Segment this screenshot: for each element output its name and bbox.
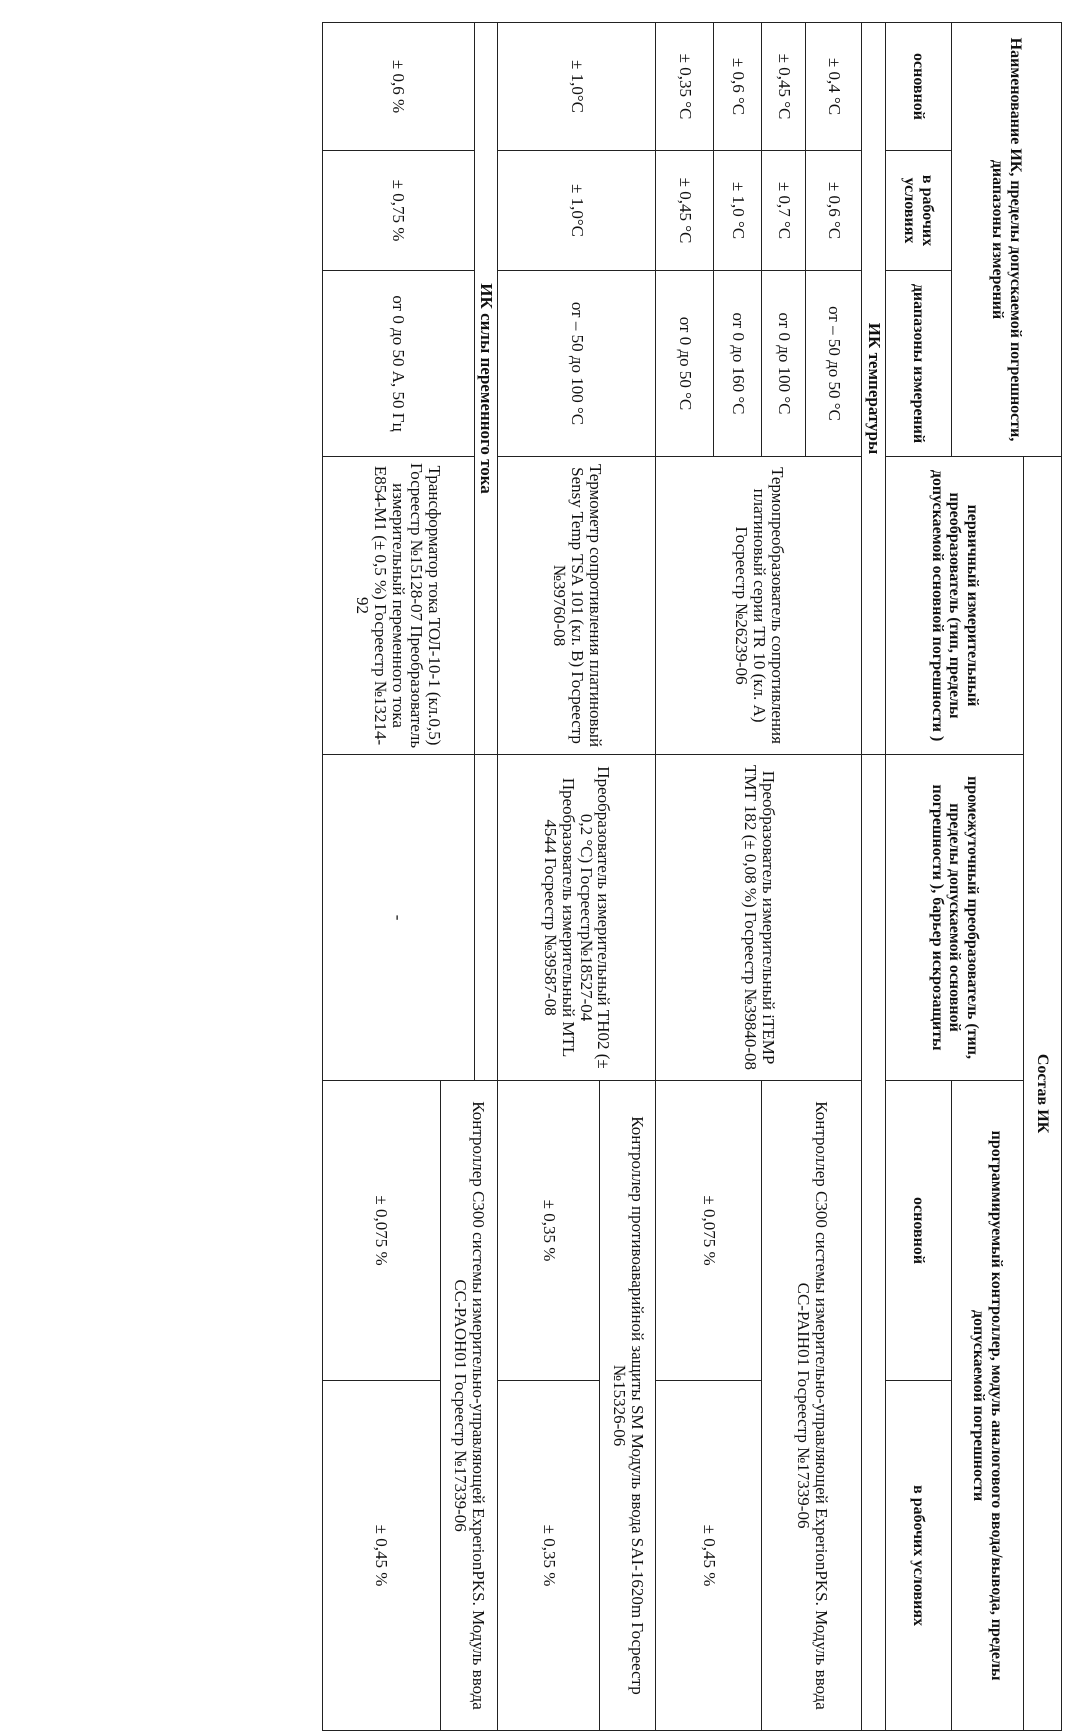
cell-range: от – 50 до 100 °С <box>498 271 656 457</box>
cell-operating: ± 0,75 % <box>322 151 474 271</box>
cell-range: от 0 до 50 °С <box>656 271 714 457</box>
header-ctrl-operating: в рабочих условиях <box>886 1381 952 1731</box>
cell-basic: ± 0,4 °С <box>806 23 862 151</box>
table-row <box>806 23 862 1731</box>
cell-primary: Термопреобразователь сопротивления платиновый серии TR 10 (кл. А) Госреестр №26239-06 <box>656 457 862 755</box>
header-ctrl-basic: основной <box>886 1081 952 1381</box>
cell-basic: ± 0,6 °С <box>714 23 762 151</box>
section-current: ИК силы переменного тока <box>474 23 498 755</box>
cell-range: от – 50 до 50 °С <box>806 271 862 457</box>
cell-range: от 0 до 50 А, 50 Гц <box>322 271 474 457</box>
cell-range: от 0 до 160 °С <box>714 271 762 457</box>
cell-primary: Трансформатор тока ТОЛ-10-1 (кл.0,5) Госреестр №15128-07 Преобразователь измерительный переменного тока Е854-М1 (± 0,5 %) Госреестр №13214-92 <box>322 457 474 755</box>
cell-operating: ± 0,7 °С <box>762 151 806 271</box>
cell-basic: ± 0,35 °С <box>656 23 714 151</box>
cell-operating: ± 1,0 °С <box>714 151 762 271</box>
cell-operating: ± 1,0°С <box>498 151 656 271</box>
cell-ctrl-basic: ± 0,35 % <box>498 1081 600 1381</box>
cell-operating: ± 0,45 °С <box>656 151 714 271</box>
cell-basic: ± 0,6 % <box>322 23 474 151</box>
header-basic: основной <box>886 23 952 151</box>
section-temperature: ИК температуры <box>862 23 886 755</box>
cell-basic: ± 0,45 °С <box>762 23 806 151</box>
header-controller: программируемый контроллер, модуль аналогового ввода/вывода, пределы допускаемой погрешности <box>952 1081 1024 1731</box>
header-operating: в рабочих условиях <box>886 151 952 271</box>
table-row <box>600 23 656 1731</box>
cell-intermediate: - <box>322 755 474 1081</box>
cell-ctrl-operating: ± 0,35 % <box>498 1381 600 1731</box>
cell-basic: ± 1,0°С <box>498 23 656 151</box>
cell-controller: Контроллер противоаварийной защиты SM Модуль ввода SAI-1620m Госреестр №15326-06 <box>600 1081 656 1731</box>
cell-range: от 0 до 100 °С <box>762 271 806 457</box>
measurement-channels-table <box>322 22 1062 1731</box>
section-temperature-filler <box>862 755 886 1731</box>
header-primary: первичный измерительный преобразователь (тип, пределы допускаемой основной погрешности ) <box>886 457 1024 755</box>
header-intermediate: промежуточный преобразователь (тип, пределы допускаемой основной погрешности ), барьер искрозащиты <box>886 755 1024 1081</box>
cell-ctrl-operating: ± 0,45 % <box>322 1381 440 1731</box>
cell-ctrl-basic: ± 0,075 % <box>656 1081 762 1381</box>
cell-ctrl-basic: ± 0,075 % <box>322 1081 440 1381</box>
section-current-filler <box>474 755 498 1081</box>
cell-intermediate: Преобразователь измерительный ТН02 (± 0,2 °С) Госреестр№18527-04 Преобразователь измерительный MTL 4544 Госреестр №39587-08 <box>498 755 656 1081</box>
cell-intermediate: Преобразователь измерительный iTEMP TMT 182 (± 0,08 %) Госреестр №39840-08 <box>656 755 862 1081</box>
rotated-page <box>328 22 1062 1730</box>
cell-operating: ± 0,6 °С <box>806 151 862 271</box>
cell-ctrl-operating: ± 0,45 % <box>656 1381 762 1731</box>
cell-controller: Контроллер С300 системы измерительно-управляющей ExperionPKS. Модуль ввода CC-PAIH01 Госреестр №17339-06 <box>762 1081 862 1731</box>
cell-controller: Контроллер С300 системы измерительно-управляющей ExperionPKS. Модуль ввода CC-PAOH01 Госреестр №17339-06 <box>440 1081 498 1731</box>
header-name-limits: Наименование ИК, пределы допускаемой погрешности, диапазоны измерений <box>952 23 1062 457</box>
header-ranges: диапазоны измерений <box>886 271 952 457</box>
cell-primary: Термометр сопротивления платиновый Sensy Temp TSA 101 (кл. В) Госреестр №39760-08 <box>498 457 656 755</box>
header-composition: Состав ИК <box>1024 457 1062 1731</box>
